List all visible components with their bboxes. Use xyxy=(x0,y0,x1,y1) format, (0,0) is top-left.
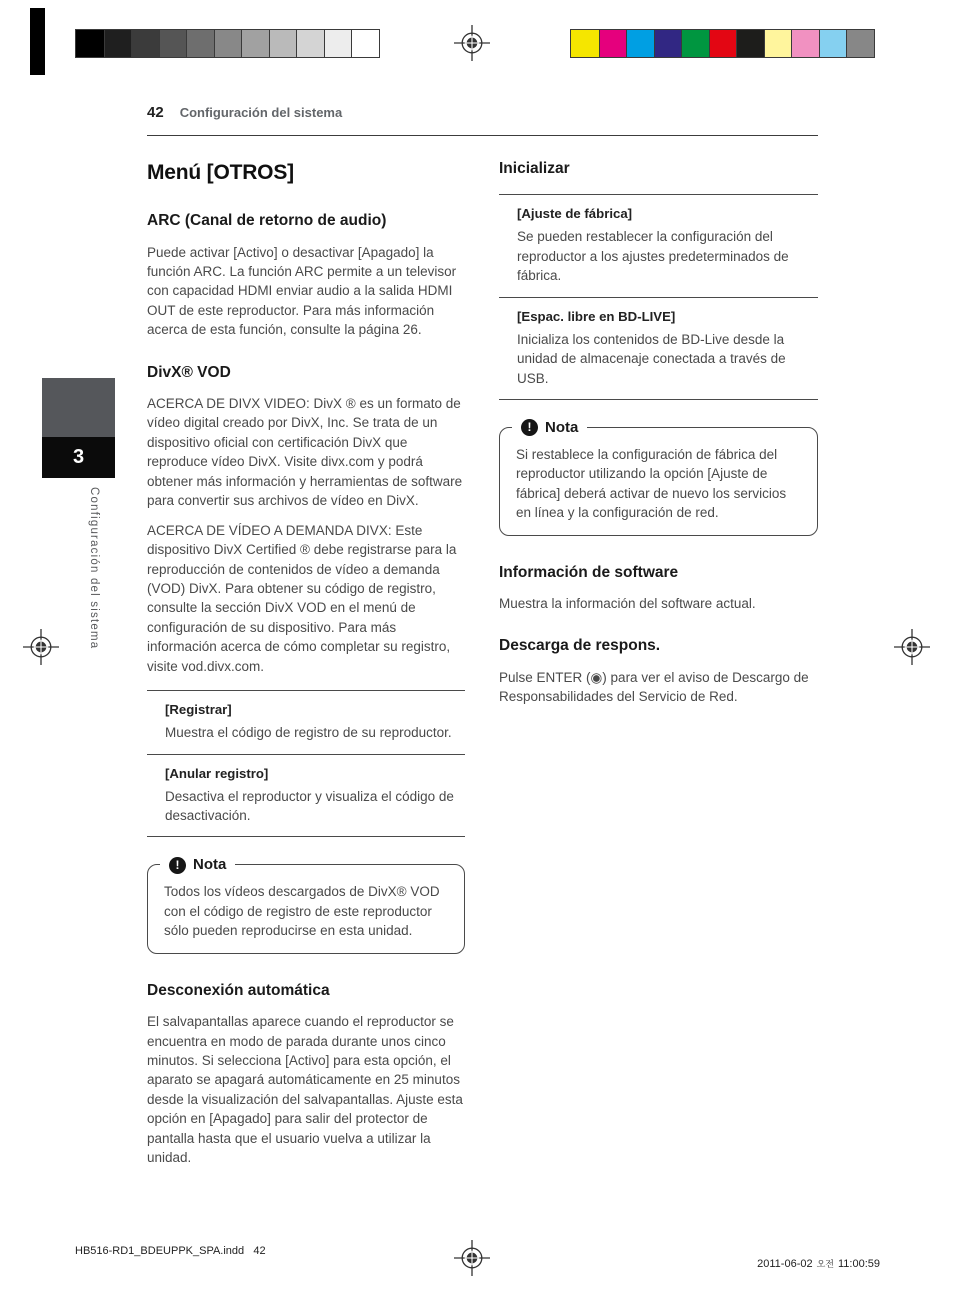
gray-swatch xyxy=(214,30,242,57)
term-anular-registro-desc: Desactiva el reproductor y visualiza el código de desactivación. xyxy=(165,788,454,824)
chapter-tab-gray xyxy=(42,378,115,437)
term-registrar-desc: Muestra el código de registro de su reproductor. xyxy=(165,725,452,741)
gray-swatch xyxy=(324,30,352,57)
auto-off-body: El salvapantallas aparece cuando el reproductor se encuentra en modo de parada durante unos cinco minutos. Si selecciona [Activo] para esta opción, el aparato se apagará automáticamente en 25 minutos desde la visualización del salvapantallas. Ajuste esta opción en [Apagado] para salir del protector de pantalla hasta que el usuario vuelva a utilizar la unidad. xyxy=(147,1014,463,1166)
left-column xyxy=(147,158,465,1178)
divider xyxy=(499,399,818,400)
divx-body-1: ACERCA DE DIVX VIDEO: DivX ® es un formato de vídeo digital creado por DivX, Inc. Se trata de un dispositivo oficial con certificación DivX que reproduce vídeo DivX. Visite divx.com y podrá obtener más información y herramientas de software para convertir sus archivos de vídeo en DivX. xyxy=(147,396,463,509)
color-swatch xyxy=(681,30,709,57)
disclaimer-heading: Descarga de respons. xyxy=(499,637,661,655)
footer-date: 2011-06-02 xyxy=(757,1258,813,1270)
term-anular-registro: [Anular registro] xyxy=(165,765,269,781)
gray-swatch xyxy=(296,30,324,57)
auto-off-heading: Desconexión automática xyxy=(147,981,330,999)
footer-timestamp xyxy=(745,1245,880,1282)
right-column xyxy=(499,158,818,717)
inicializar-heading: Inicializar xyxy=(499,160,570,177)
arc-body: Puede activar [Activo] o desactivar [Apagado] la función ARC. La función ARC permite a un televisor con capacidad HDMI enviar audio a la salida HDMI OUT de este reproductor. Para más información acerca de esta función, consulte la página 26. xyxy=(147,244,457,338)
gray-swatch xyxy=(269,30,297,57)
registration-mark-icon xyxy=(454,1240,490,1276)
gray-swatch xyxy=(131,30,159,57)
registration-mark-icon xyxy=(894,629,930,665)
gray-swatch xyxy=(186,30,214,57)
note-label-text: Nota xyxy=(545,418,579,436)
page-header xyxy=(147,104,818,136)
bleed-bar xyxy=(30,8,45,75)
grayscale-calibration-bar xyxy=(75,29,380,58)
gray-swatch xyxy=(76,30,104,57)
chapter-vertical-label: Configuración del sistema xyxy=(88,487,100,650)
note-label-text: Nota xyxy=(193,856,227,874)
software-body: Muestra la información del software actual. xyxy=(499,596,756,611)
color-swatch xyxy=(736,30,764,57)
term-registrar: [Registrar] xyxy=(165,702,232,718)
running-section-title: Configuración del sistema xyxy=(179,105,343,120)
footer-filename: HB516-RD1_BDEUPPK_SPA.indd 42 xyxy=(75,1245,266,1257)
note-label xyxy=(512,417,587,439)
footer-time-prefix: 오전 xyxy=(816,1259,834,1269)
chapter-number: 3 xyxy=(42,437,115,478)
divx-body-2: ACERCA DE VÍDEO A DEMANDA DIVX: Este dispositivo DivX Certified ® debe registrarse para la reproducción de contenidos de vídeo a demanda (VOD) DivX. Para obtener su código de registro, consulte la sección DivX VOD en el menú de configuración de su dispositivo. Para más información acerca de cómo completar su registro, visite vod.divx.com. xyxy=(147,522,457,674)
gray-swatch xyxy=(351,30,379,57)
term-espacio-bdlive-desc: Inicializa los contenidos de BD-Live desde la unidad de almacenaje conectada a través de USB. xyxy=(517,331,786,386)
color-swatch xyxy=(626,30,654,57)
color-calibration-bar xyxy=(570,29,875,58)
chapter-tab xyxy=(42,378,115,478)
arc-heading: ARC (Canal de retorno de audio) xyxy=(147,212,387,230)
registration-mark-icon xyxy=(23,629,59,665)
note-text: Si restablece la configuración de fábrica del reproductor utilizando la opción [Ajuste de fábrica] deberá activar de nuevo los servicios en línea y la configuración de red. xyxy=(516,446,787,521)
exclamation-icon: ! xyxy=(521,419,538,436)
gray-swatch xyxy=(159,30,187,57)
divider xyxy=(147,836,465,837)
software-heading: Información de software xyxy=(499,563,679,581)
color-swatch xyxy=(819,30,847,57)
term-ajuste-fabrica: [Ajuste de fábrica] xyxy=(517,206,633,222)
note-box xyxy=(499,418,818,536)
color-swatch xyxy=(571,30,599,57)
footer-time: 11:00:59 xyxy=(837,1258,880,1270)
gray-swatch xyxy=(104,30,132,57)
color-swatch xyxy=(764,30,792,57)
term-espacio-bdlive: [Espac. libre en BD-LIVE] xyxy=(517,308,676,324)
term-ajuste-fabrica-desc: Se pueden restablecer la configuración del reproductor a los ajustes predeterminados de fábrica. xyxy=(517,229,789,284)
note-box xyxy=(147,856,465,953)
divx-heading: DivX® VOD xyxy=(147,363,231,381)
color-swatch xyxy=(846,30,874,57)
note-label xyxy=(160,854,235,876)
gray-swatch xyxy=(241,30,269,57)
exclamation-icon: ! xyxy=(169,857,186,874)
color-swatch xyxy=(791,30,819,57)
inicializar-terms-list xyxy=(499,194,818,400)
registration-mark-icon xyxy=(454,25,490,61)
note-text: Todos los vídeos descargados de DivX® VOD con el código de registro de este reproductor sólo pueden reproducirse en esta unidad. xyxy=(164,884,440,939)
menu-otros-title: Menú [OTROS] xyxy=(147,161,294,184)
color-swatch xyxy=(654,30,682,57)
disclaimer-body: Pulse ENTER (◉) para ver el aviso de Descargo de Responsabilidades del Servicio de Red. xyxy=(499,669,809,705)
divx-terms-list xyxy=(147,690,465,837)
page-number: 42 xyxy=(147,104,164,121)
color-swatch xyxy=(599,30,627,57)
color-swatch xyxy=(709,30,737,57)
